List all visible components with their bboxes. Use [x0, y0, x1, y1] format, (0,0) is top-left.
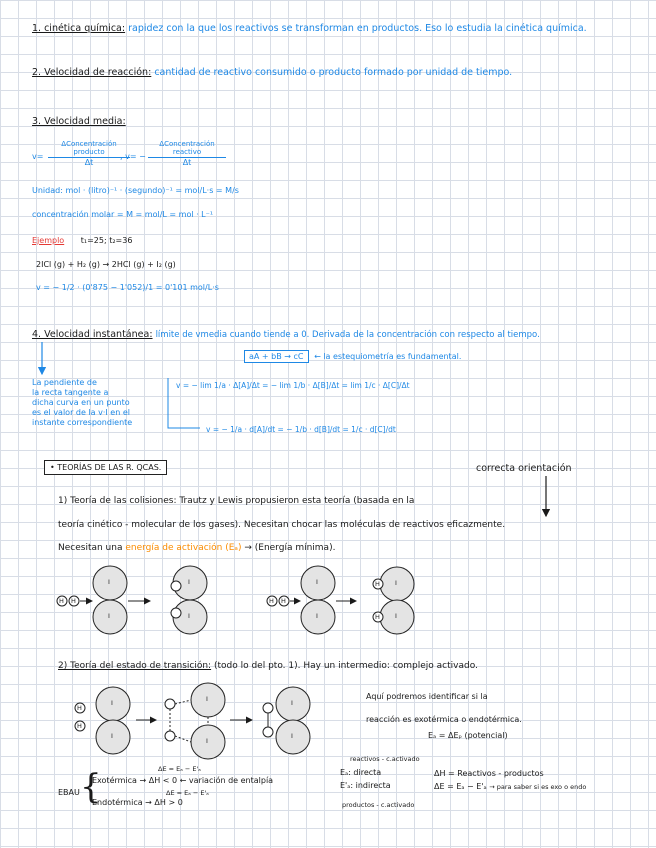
theory-2-text: (todo lo del pto. 1). Hay un intermedio: complejo activado.: [213, 661, 478, 671]
ebau-label: EBAU: [58, 788, 80, 797]
bottom-label: productos - c.activado: [342, 801, 415, 809]
exotermica-line: Exotérmica → ΔH < 0 ← variación de entalpía: [92, 776, 274, 785]
orientation-label: correcta orientación: [476, 463, 572, 474]
ea-potential-eq: Eₐ = ΔEₚ (potencial): [428, 731, 508, 740]
section-2-title: 2. Velocidad de reacción:: [32, 67, 152, 78]
section-4-text: límite de vmedia cuando tiende a 0. Derivada de la concentración con respecto al tiempo.: [155, 330, 540, 340]
v-prefix: v=: [32, 152, 44, 161]
i-label: I: [111, 732, 113, 740]
h-atom: [263, 727, 273, 737]
i-atom: [93, 600, 127, 634]
h-atom: [171, 608, 181, 618]
h-label: H: [375, 580, 380, 588]
ea-inverse: E'ₐ: indirecta: [340, 781, 391, 790]
i-atom: [96, 687, 130, 721]
ea-direct: Eₐ: directa: [340, 768, 382, 777]
i-atom: [380, 567, 414, 601]
ejemplo-calc: v = − 1/2 · (0'875 − 1'052)/1 = 0'101 mol/L·s: [36, 283, 219, 292]
ebau-bracket: {: [80, 767, 102, 807]
top-label: reactivos - c.activado: [350, 755, 420, 763]
delta-e-note: → para saber si es exo o endo: [489, 783, 587, 791]
tangent-note-line: La pendiente de: [32, 378, 97, 387]
h-label: H: [375, 613, 380, 621]
i-label: I: [316, 578, 318, 586]
stoich-equation-box: aA + bB → cC: [244, 350, 309, 363]
h-label: H: [59, 597, 64, 605]
h-atom: [165, 699, 175, 709]
h-label: H: [281, 597, 286, 605]
activation-energy-term: energía de activación (Eₐ): [125, 543, 242, 553]
h-label: H: [77, 722, 82, 730]
h-label: H: [77, 704, 82, 712]
limits-formula: v = − lim 1/a · Δ[A]/Δt = − lim 1/b · Δ[B]/Δt = lim 1/c · Δ[C]/Δt: [176, 381, 410, 390]
limits-connector: [168, 378, 200, 428]
i-atom: [301, 566, 335, 600]
stoich-note: ← la estequiometría es fundamental.: [314, 352, 462, 361]
unidad-line: Unidad: mol · (litro)⁻¹ · (segundo)⁻¹ = mol/L·s = M/s: [32, 186, 239, 195]
i-atom: [191, 683, 225, 717]
separator: , v= −: [120, 152, 146, 161]
collision-1: [57, 566, 207, 634]
i-label: I: [291, 699, 293, 707]
h-atom: [171, 581, 181, 591]
h-label: H: [71, 597, 76, 605]
theory-1-text-a: Necesitan una: [58, 543, 123, 553]
derivative-formula: v = − 1/a · d[A]/dt = − 1/b · d[B]/dt = 1/c · d[C]/dt: [206, 425, 396, 434]
denominator-reactant: Δt: [182, 158, 192, 167]
i-atom: [191, 725, 225, 759]
i-atom: [380, 600, 414, 634]
transition-state: [75, 683, 310, 759]
i-label: I: [108, 578, 110, 586]
h-atom: [165, 731, 175, 741]
i-atom: [276, 720, 310, 754]
i-label: I: [395, 579, 397, 587]
i-label: I: [188, 578, 190, 586]
i-atom: [276, 687, 310, 721]
i-label: I: [111, 699, 113, 707]
tangent-note-line: la recta tangente a: [32, 388, 109, 397]
collision-2: [267, 566, 414, 634]
i-label: I: [316, 612, 318, 620]
i-atom: [93, 566, 127, 600]
numerator-product: ΔConcentración producto: [61, 140, 117, 156]
i-label: I: [108, 612, 110, 620]
denominator-product: Δt: [84, 158, 94, 167]
concentracion-line: concentración molar = M = mol/L = mol · L⁻¹: [32, 210, 214, 219]
section-1-text: rapidez con la que los reactivos se transforman en productos. Eso lo estudia la cinética química.: [128, 23, 587, 34]
theory-2-title: 2) Teoría del estado de transición:: [58, 661, 212, 671]
ejemplo-label: Ejemplo: [32, 236, 65, 245]
delta-e-text: ΔE = Eₐ − E'ₐ: [434, 782, 487, 791]
theories-box-title: • TEORÍAS DE LAS R. QCAS.: [44, 460, 167, 475]
tangent-note-line: instante correspondiente: [32, 418, 133, 427]
theory-1-line2: teoría cinético - molecular de los gases). Necesitan chocar las moléculas de reactivos eficazmente.: [58, 520, 506, 530]
i-label: I: [206, 695, 208, 703]
h-label: H: [269, 597, 274, 605]
ejemplo-times: t₁=25; t₂=36: [80, 236, 133, 245]
section-1-title: 1. cinética química:: [32, 23, 126, 34]
endotermica-line: Endotérmica → ΔH > 0: [92, 798, 183, 807]
delta-h-eq: ΔH = Reactivos - productos: [434, 769, 544, 778]
h-atom: [263, 703, 273, 713]
numerator-reactant: ΔConcentración reactivo: [159, 140, 215, 156]
reaction-equation: 2ICl (g) + H₂ (g) → 2HCl (g) + I₂ (g): [36, 260, 176, 269]
theory-1-text: 1) Teoría de las colisiones: Trautz y Lewis propusieron esta teoría (basada en la: [58, 496, 415, 506]
exo-endo-note-line: Aquí podremos identificar si la: [366, 692, 488, 701]
i-label: I: [291, 732, 293, 740]
exo-endo-note-line: reacción es exotérmica o endotérmica.: [366, 715, 522, 724]
left-delta-e: ΔE = Eₐ − E'ₐ: [158, 765, 201, 773]
section-2-text: cantidad de reactivo consumido o producto formado por unidad de tiempo.: [154, 67, 513, 78]
i-label: I: [188, 612, 190, 620]
delta-e-2: ΔE = Eₐ − E'ₐ: [166, 789, 209, 797]
section-4-title: 4. Velocidad instantánea:: [32, 329, 153, 340]
i-label: I: [206, 737, 208, 745]
tangent-note-line: dicha curva en un punto: [32, 398, 130, 407]
i-atom: [96, 720, 130, 754]
i-atom: [301, 600, 335, 634]
section-3-title: 3. Velocidad media:: [32, 116, 126, 127]
theory-1-text-c: → (Energía mínima).: [244, 543, 336, 553]
i-label: I: [395, 612, 397, 620]
tangent-note-line: es el valor de la v·I en el: [32, 408, 130, 417]
